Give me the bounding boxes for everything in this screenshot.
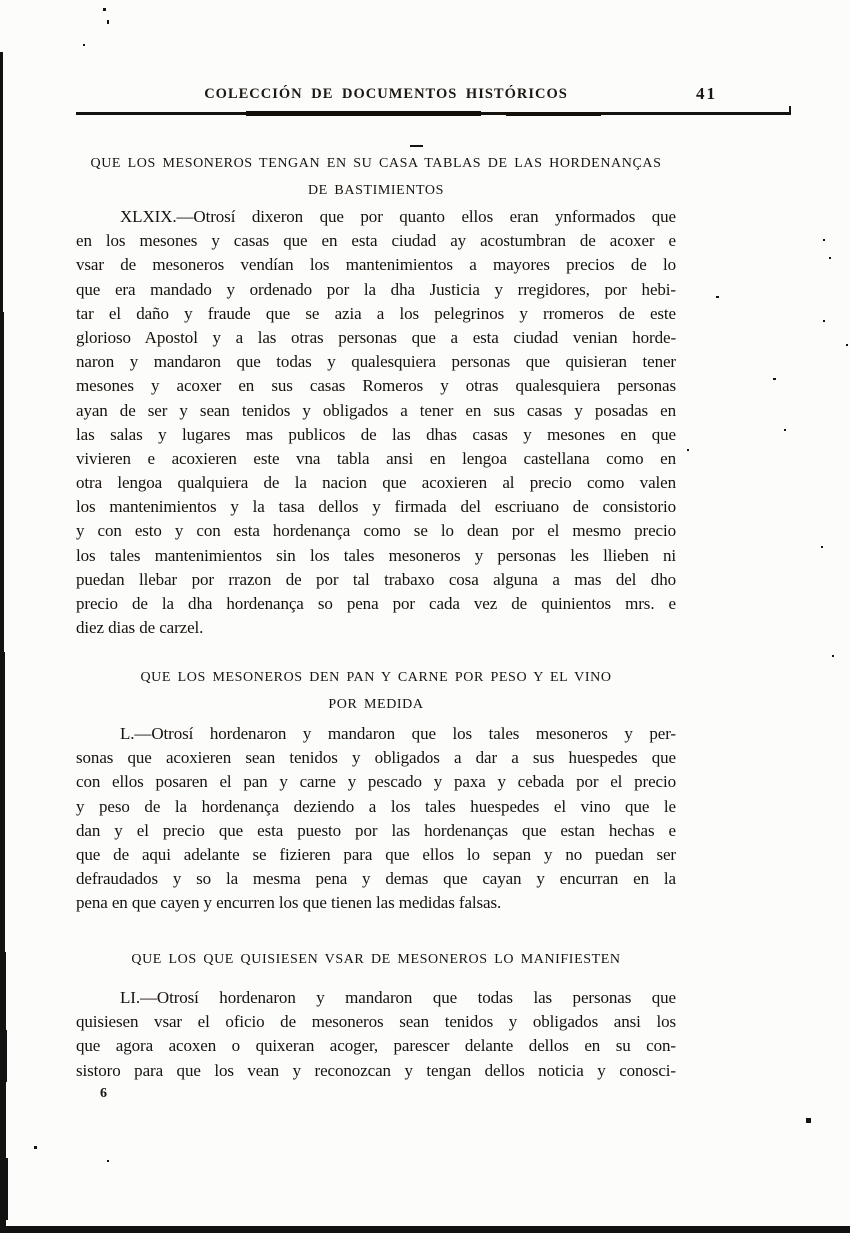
section-heading-line: QUE LOS MESONEROS TENGAN EN SU CASA TABLAS DE LAS HORDENANÇAS <box>90 156 662 171</box>
text-line: puedan llebar por rrazon de por tal trabaxo cosa alguna a mas del dho <box>76 569 676 589</box>
text-line: en los mesones y casas que en esta ciudad ay acostumbran de acoxer e <box>76 231 676 251</box>
text-line: que de aqui adelante se fizieren para que ellos lo sepan y no puedan ser <box>76 844 676 864</box>
body-paragraph <box>76 986 676 1083</box>
left-edge-artifact <box>0 52 3 312</box>
text-line: naron y mandaron que todas y qualesquiera personas que quisieran tener <box>76 352 676 372</box>
section-heading <box>76 150 676 204</box>
text-line: los mantenimientos y la tasa dellos y firmada del escriuano de consistorio <box>76 497 676 517</box>
ink-speckle <box>789 106 791 113</box>
text-line: L.—Otrosí hordenaron y mandaron que los tales mesoneros y per- <box>120 724 676 743</box>
text-line: LI.—Otrosí hordenaron y mandaron que todas las personas que <box>120 988 676 1007</box>
left-edge-artifact <box>3 1158 8 1220</box>
ink-speckle <box>829 257 831 259</box>
text-line: y con esto y con esta hordenança como se lo dean por el mesmo precio <box>76 521 676 541</box>
ink-speckle <box>784 429 786 431</box>
bottom-edge-artifact <box>0 1226 850 1233</box>
page-number: 41 <box>696 84 717 103</box>
text-line: tar el daño y fraude que se azia a los pelegrinos y rromeros de este <box>76 303 676 323</box>
text-line: defraudados y so la mesma pena y demas que cayan y encurran en la <box>76 869 676 889</box>
text-line: los tales mantenimientos sin los tales mesoneros y personas les llieben ni <box>76 545 676 565</box>
text-line: otra lengoa qualquiera de la nacion que acoxieren al precio como valen <box>76 473 676 493</box>
section-heading <box>76 946 676 973</box>
ink-speckle <box>806 1118 811 1123</box>
text-line: que era mandado y ordenado por la dha Justicia y rregidores, por hebi- <box>76 279 676 299</box>
text-line: mesones y acoxer en sus casas Romeros y otras qualesquiera personas <box>76 376 676 396</box>
ink-speckle <box>107 20 109 24</box>
text-line: XLXIX.—Otrosí dixeron que por quanto ellos eran ynformados que <box>120 207 676 226</box>
text-line: sonas que acoxieren sean tenidos y obligados a dar a sus huespedes que <box>76 748 676 768</box>
ink-speckle <box>846 344 848 346</box>
text-line: que agora acoxen o quixeran acoger, parescer delante dellos en su con- <box>76 1036 676 1056</box>
ink-speckle <box>823 320 825 322</box>
text-line: glorioso Apostol y a las otras personas que a esta ciudad venian horde- <box>76 327 676 347</box>
left-edge-artifact <box>0 652 5 952</box>
text-line: las salas y lugares mas publicos de las dhas casas y mesones en que <box>76 424 676 444</box>
ink-speckle <box>821 546 823 548</box>
section-heading-line: QUE LOS MESONEROS DEN PAN Y CARNE POR PESO Y EL VINO <box>140 670 612 685</box>
left-edge-artifact <box>3 1030 7 1082</box>
ink-speckle <box>410 145 423 147</box>
section-heading-line: QUE LOS QUE QUISIESEN VSAR DE MESONEROS LO MANIFIESTEN <box>131 952 621 967</box>
signature-mark: 6 <box>100 1086 107 1101</box>
text-line: ayan de ser y sean tenidos y obligados a tener en sus casas y posadas en <box>76 400 676 420</box>
ink-speckle <box>107 1160 109 1162</box>
text-line: quisiesen vsar el oficio de mesoneros sean tenidos y obligados ansi los <box>76 1012 676 1032</box>
header-rule <box>76 112 791 115</box>
ink-speckle <box>103 8 106 11</box>
ink-speckle <box>823 239 825 241</box>
ink-speckle <box>773 378 776 380</box>
ink-speckle <box>716 296 719 298</box>
section-heading-line: POR MEDIDA <box>328 697 424 712</box>
section-heading-line: DE BASTIMIENTOS <box>307 183 445 198</box>
text-line: diez dias de carzel. <box>76 618 204 638</box>
text-line: dan y el precio que esta puesto por las hordenanças que estan hechas e <box>76 820 676 840</box>
ink-speckle <box>687 449 689 451</box>
text-line: precio de la dha hordenança so pena por cada vez de quinientos mrs. e <box>76 594 676 613</box>
text-line: vivieren e acoxieren este vna tabla ansi en lengoa castellana como en <box>76 448 676 468</box>
text-line: vsar de mesoneros vendían los mantenimientos a mayores precios de lo <box>76 255 676 275</box>
text-line: con ellos posaren el pan y carne y pescado y paxa y cebada por el precio <box>76 772 676 792</box>
text-line: y peso de la hordenança deziendo a los tales huespedes el vino que le <box>76 796 676 816</box>
text-line: pena en que cayen y encurren los que tienen las medidas falsas. <box>76 893 502 913</box>
text-line: sistoro para que los vean y reconozcan y tengan dellos noticia y conosci- <box>76 1060 676 1080</box>
ink-speckle <box>83 44 85 46</box>
body-paragraph <box>76 205 676 640</box>
ink-speckle <box>832 655 834 657</box>
left-edge-artifact <box>0 312 4 652</box>
ink-speckle <box>34 1146 37 1149</box>
running-header-title: COLECCIÓN DE DOCUMENTOS HISTÓRICOS <box>204 86 568 102</box>
body-paragraph <box>76 722 676 916</box>
section-heading <box>76 664 676 718</box>
